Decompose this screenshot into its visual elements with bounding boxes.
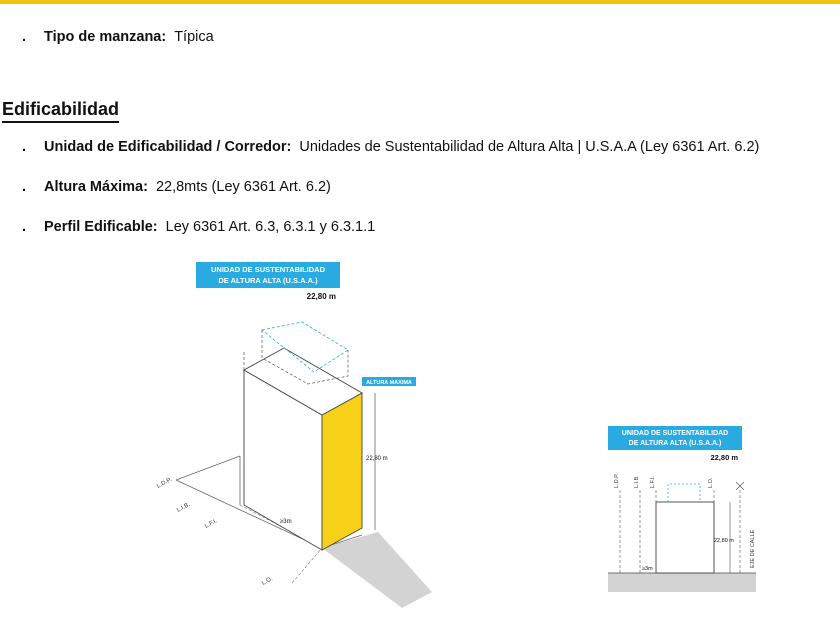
header-line-1: UNIDAD DE SUSTENTABILIDAD: [621, 430, 729, 437]
item-value: 22,8mts (Ley 6361 Art. 6.2): [155, 179, 331, 195]
max-height-tag-label: ALTURA MAXIMA: [366, 380, 412, 386]
item-label: Perfil Edificable:: [44, 219, 158, 235]
item-value: Unidades de Sustentabilidad de Altura Alta | U.S.A.A (Ley 6361 Art. 6.2): [299, 139, 760, 155]
item-label: Altura Máxima:: [44, 179, 148, 195]
manzana-value: Típica: [174, 29, 214, 45]
eje-label: EJE DE CALLE: [750, 529, 756, 568]
item-value: Ley 6361 Art. 6.3, 6.3.1 y 6.3.1.1: [165, 219, 376, 235]
ground-sidewalk: [322, 532, 432, 608]
lo-label: L.O.: [708, 477, 714, 488]
height-label: 22,80 m: [306, 292, 336, 301]
lo-label: L.O.: [261, 576, 274, 587]
setback-label: ≥3m: [280, 519, 292, 525]
building-side-yellow: [322, 393, 362, 550]
upper-volume-dashed: [668, 484, 700, 502]
ldp-label: L.D.P.: [614, 473, 620, 488]
header-line-2: DE ALTURA ALTA (U.S.A.A.): [628, 440, 722, 447]
bullet: .: [22, 29, 27, 45]
manzana-label: Tipo de manzana:: [44, 29, 167, 45]
diagram-section: [608, 426, 756, 592]
ldp-label: L.D.P.: [156, 477, 173, 490]
section-title: Edificabilidad: [2, 98, 119, 123]
height-label: 22,80 m: [710, 453, 738, 462]
lfi-label: L.F.I.: [204, 518, 219, 530]
section-building: [656, 502, 714, 573]
lfi-label: L.F.I.: [650, 476, 656, 488]
header-line-1: UNIDAD DE SUSTENTABILIDAD: [210, 265, 326, 274]
item-label: Unidad de Edificabilidad / Corredor:: [44, 139, 292, 155]
bullet: .: [22, 179, 27, 195]
bullet: .: [22, 139, 27, 155]
diagram-3d: [156, 262, 432, 608]
setback-label: ≥3m: [642, 566, 653, 572]
lot-line: [176, 456, 240, 480]
lib-label: L.I.B.: [176, 501, 192, 514]
bullet: .: [22, 219, 27, 235]
lib-label: L.I.B.: [634, 475, 640, 488]
dimension-label: 22,80 m: [366, 456, 388, 462]
dashed-line: [292, 548, 322, 583]
axis-marker-icon: [736, 482, 744, 490]
header-line-2: DE ALTURA ALTA (U.S.A.A.): [218, 276, 318, 285]
ground: [608, 573, 756, 592]
dimension-label: 22,80 m: [714, 538, 734, 544]
